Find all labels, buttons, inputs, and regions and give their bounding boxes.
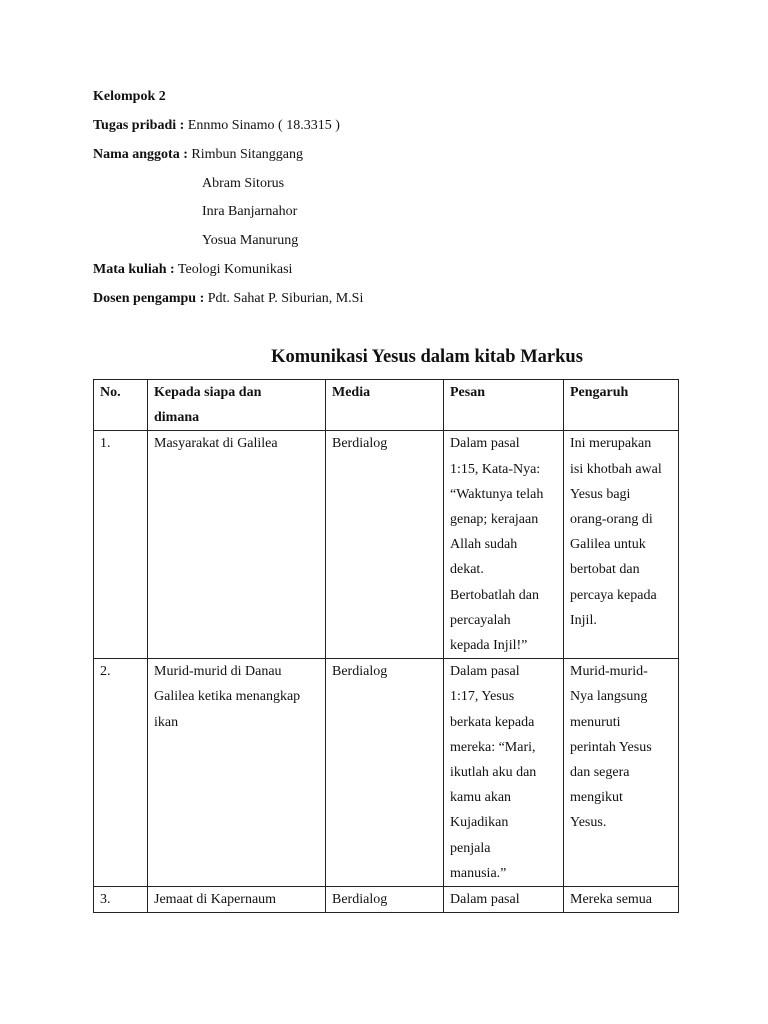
cell-recipient: Masyarakat di Galilea [148, 431, 326, 659]
members-line [93, 146, 303, 164]
task-line [93, 117, 340, 135]
cell-media: Berdialog [326, 659, 444, 887]
cell-media: Berdialog [326, 887, 444, 913]
column-header-no: No. [94, 380, 148, 431]
member-name: Rimbun Sitanggang [187, 147, 304, 162]
column-header-effect: Pengaruh [564, 380, 679, 431]
lecturer-value: Pdt. Sahat P. Siburian, M.Si [204, 291, 364, 306]
cell-effect: Mereka semua [564, 887, 679, 913]
group-line [93, 88, 166, 106]
cell-no: 3. [94, 887, 148, 913]
cell-message: Dalam pasal 1:17, Yesus berkata kepada mereka: “Mari, ikutlah aku dan kamu akan Kujadikan penjala manusia.” [444, 659, 564, 887]
table-row [94, 431, 679, 659]
column-header-media: Media [326, 380, 444, 431]
table-row [94, 659, 679, 887]
course-line [93, 261, 292, 279]
cell-no: 1. [94, 431, 148, 659]
task-label: Tugas pribadi : [93, 118, 185, 133]
member-name: Inra Banjarnahor [202, 204, 298, 219]
cell-message: Dalam pasal [444, 887, 564, 913]
cell-effect: Murid-murid- Nya langsung menuruti perintah Yesus dan segera mengikut Yesus. [564, 659, 679, 887]
course-label: Mata kuliah : [93, 262, 175, 277]
lecturer-line [93, 290, 363, 308]
cell-recipient: Murid-murid di Danau Galilea ketika menangkap ikan [148, 659, 326, 887]
cell-effect: Ini merupakan isi khotbah awal Yesus bagi orang-orang di Galilea untuk bertobat dan percaya kepada Injil. [564, 431, 679, 659]
communication-table [93, 379, 679, 913]
table-row [94, 887, 679, 913]
column-header-recipient: Kepada siapa dan dimana [148, 380, 326, 431]
members-label: Nama anggota : [93, 147, 188, 162]
cell-no: 2. [94, 659, 148, 887]
cell-recipient: Jemaat di Kapernaum [148, 887, 326, 913]
cell-message: Dalam pasal 1:15, Kata-Nya: “Waktunya telah genap; kerajaan Allah sudah dekat. Bertobatlah dan percayalah kepada Injil!” [444, 431, 564, 659]
cell-media: Berdialog [326, 431, 444, 659]
task-value: Ennmo Sinamo ( 18.3315 ) [184, 118, 340, 133]
member-name: Abram Sitorus [202, 176, 285, 191]
group-label: Kelompok 2 [93, 89, 166, 104]
column-header-message: Pesan [444, 380, 564, 431]
member-name: Yosua Manurung [202, 233, 299, 248]
lecturer-label: Dosen pengampu : [93, 291, 205, 306]
course-value: Teologi Komunikasi [174, 262, 293, 277]
table-header-row [94, 380, 679, 431]
document-title: Komunikasi Yesus dalam kitab Markus [271, 347, 583, 367]
